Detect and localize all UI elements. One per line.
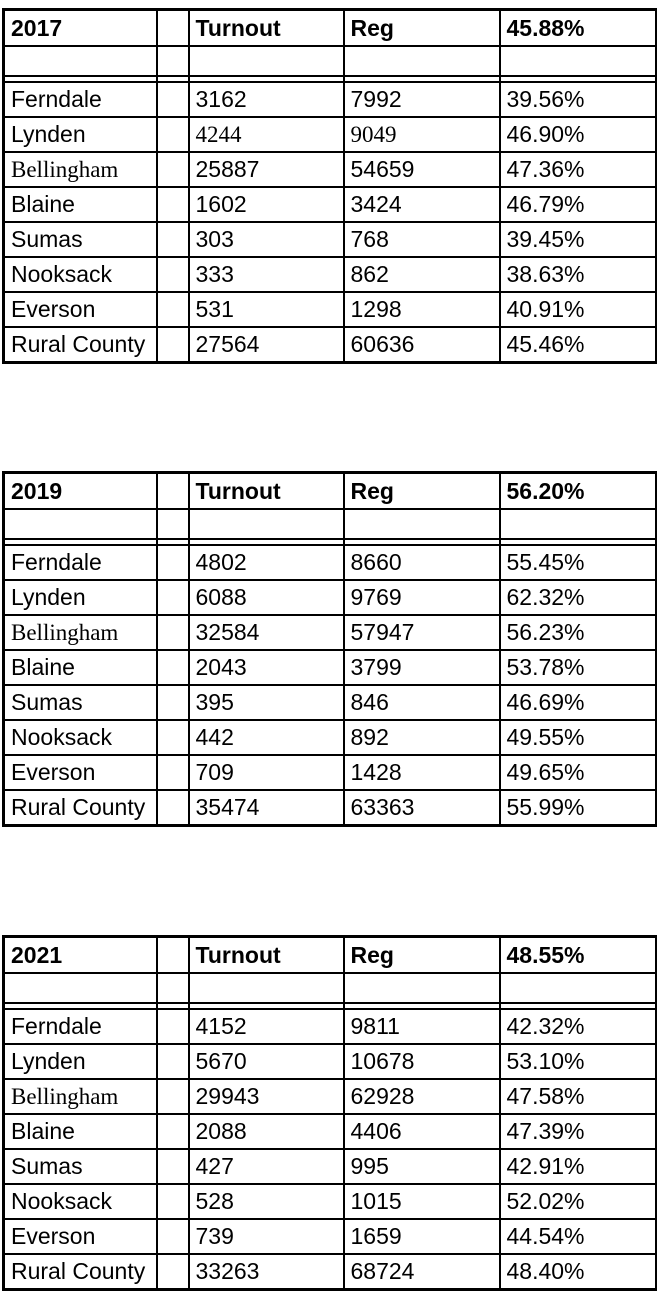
turnout-value-cell: 395	[189, 685, 344, 720]
overall-pct-cell: 56.20%	[500, 473, 657, 510]
table-row	[4, 790, 657, 826]
reg-value-cell: 892	[344, 720, 500, 755]
blank-cell	[157, 46, 189, 76]
reg-value-cell: 9811	[344, 1009, 500, 1044]
turnout-value-cell: 29943	[189, 1079, 344, 1114]
pct-value-cell: 46.69%	[500, 685, 657, 720]
spacer-column-cell	[157, 755, 189, 790]
pct-value-cell: 48.40%	[500, 1254, 657, 1290]
pct-value-cell: 47.39%	[500, 1114, 657, 1149]
city-name-cell: Everson	[4, 755, 157, 790]
table-row	[4, 685, 657, 720]
table-row	[4, 1219, 657, 1254]
reg-header: Reg	[344, 473, 500, 510]
turnout-value-cell: 427	[189, 1149, 344, 1184]
city-name-cell: Sumas	[4, 222, 157, 257]
blank-row	[4, 46, 657, 76]
pct-value-cell: 55.99%	[500, 790, 657, 826]
spacer-column-cell	[157, 1044, 189, 1079]
blank-cell	[344, 46, 500, 76]
turnout-value-cell: 333	[189, 257, 344, 292]
overall-pct-cell: 45.88%	[500, 10, 657, 47]
pct-value-cell: 53.10%	[500, 1044, 657, 1079]
spacer-column-cell	[157, 82, 189, 117]
pct-value-cell: 45.46%	[500, 327, 657, 363]
spacer-column-cell	[157, 1079, 189, 1114]
blank-cell	[189, 509, 344, 539]
reg-value-cell: 768	[344, 222, 500, 257]
spacer-column-cell	[157, 937, 189, 974]
table-row	[4, 1009, 657, 1044]
turnout-value-cell: 4152	[189, 1009, 344, 1044]
city-name-cell: Ferndale	[4, 545, 157, 580]
turnout-value-cell: 531	[189, 292, 344, 327]
city-name-cell: Bellingham	[4, 1079, 157, 1114]
city-name-cell: Lynden	[4, 580, 157, 615]
blank-cell	[4, 973, 157, 1003]
reg-value-cell: 8660	[344, 545, 500, 580]
blank-row	[4, 509, 657, 539]
pct-value-cell: 40.91%	[500, 292, 657, 327]
reg-value-cell: 1428	[344, 755, 500, 790]
reg-value-cell: 60636	[344, 327, 500, 363]
city-name-cell: Everson	[4, 1219, 157, 1254]
reg-value-cell: 9049	[344, 117, 500, 152]
spacer-column-cell	[157, 1254, 189, 1290]
pct-value-cell: 49.55%	[500, 720, 657, 755]
pct-value-cell: 46.90%	[500, 117, 657, 152]
turnout-value-cell: 35474	[189, 790, 344, 826]
pct-value-cell: 38.63%	[500, 257, 657, 292]
spacer-column-cell	[157, 187, 189, 222]
reg-value-cell: 4406	[344, 1114, 500, 1149]
table-row	[4, 152, 657, 187]
turnout-value-cell: 1602	[189, 187, 344, 222]
turnout-value-cell: 4244	[189, 117, 344, 152]
reg-value-cell: 7992	[344, 82, 500, 117]
blank-cell	[500, 46, 657, 76]
table-header-row	[4, 937, 657, 974]
city-name-cell: Blaine	[4, 187, 157, 222]
city-name-cell: Everson	[4, 292, 157, 327]
turnout-header: Turnout	[189, 937, 344, 974]
table-row	[4, 1184, 657, 1219]
spacer-column-cell	[157, 117, 189, 152]
table-row	[4, 755, 657, 790]
pct-value-cell: 46.79%	[500, 187, 657, 222]
spacer-column-cell	[157, 1219, 189, 1254]
table-row	[4, 1149, 657, 1184]
spacer-column-cell	[157, 292, 189, 327]
pct-value-cell: 53.78%	[500, 650, 657, 685]
spacer-column-cell	[157, 222, 189, 257]
turnout-value-cell: 739	[189, 1219, 344, 1254]
spacer-column-cell	[157, 720, 189, 755]
city-name-cell: Bellingham	[4, 152, 157, 187]
reg-header: Reg	[344, 937, 500, 974]
table-row	[4, 117, 657, 152]
pct-value-cell: 55.45%	[500, 545, 657, 580]
turnout-value-cell: 6088	[189, 580, 344, 615]
turnout-header: Turnout	[189, 10, 344, 47]
spacer-column-cell	[157, 327, 189, 363]
reg-value-cell: 3424	[344, 187, 500, 222]
reg-value-cell: 9769	[344, 580, 500, 615]
spacer-column-cell	[157, 473, 189, 510]
turnout-value-cell: 4802	[189, 545, 344, 580]
blank-cell	[500, 509, 657, 539]
blank-cell	[344, 973, 500, 1003]
spacer-column-cell	[157, 10, 189, 47]
reg-value-cell: 995	[344, 1149, 500, 1184]
table-header-row	[4, 473, 657, 510]
table-row	[4, 720, 657, 755]
reg-value-cell: 62928	[344, 1079, 500, 1114]
table-header-row	[4, 10, 657, 47]
table-row	[4, 1254, 657, 1290]
city-name-cell: Ferndale	[4, 82, 157, 117]
turnout-table-2019	[2, 471, 657, 827]
reg-value-cell: 1298	[344, 292, 500, 327]
city-name-cell: Nooksack	[4, 257, 157, 292]
table-row	[4, 222, 657, 257]
reg-value-cell: 1015	[344, 1184, 500, 1219]
city-name-cell: Nooksack	[4, 1184, 157, 1219]
blank-cell	[344, 509, 500, 539]
table-row	[4, 1079, 657, 1114]
year-cell: 2021	[4, 937, 157, 974]
blank-row	[4, 973, 657, 1003]
table-row	[4, 650, 657, 685]
city-name-cell: Lynden	[4, 1044, 157, 1079]
pct-value-cell: 47.58%	[500, 1079, 657, 1114]
spacer-column-cell	[157, 257, 189, 292]
spacer-column-cell	[157, 650, 189, 685]
spacer-column-cell	[157, 1184, 189, 1219]
spacer-column-cell	[157, 685, 189, 720]
turnout-value-cell: 27564	[189, 327, 344, 363]
turnout-value-cell: 33263	[189, 1254, 344, 1290]
turnout-value-cell: 709	[189, 755, 344, 790]
turnout-value-cell: 2043	[189, 650, 344, 685]
table-row	[4, 545, 657, 580]
pct-value-cell: 42.91%	[500, 1149, 657, 1184]
turnout-header: Turnout	[189, 473, 344, 510]
reg-value-cell: 3799	[344, 650, 500, 685]
blank-cell	[157, 973, 189, 1003]
blank-cell	[189, 973, 344, 1003]
year-cell: 2019	[4, 473, 157, 510]
table-row	[4, 292, 657, 327]
city-name-cell: Rural County	[4, 1254, 157, 1290]
table-row	[4, 82, 657, 117]
reg-value-cell: 68724	[344, 1254, 500, 1290]
spacer-column-cell	[157, 1009, 189, 1044]
reg-value-cell: 846	[344, 685, 500, 720]
table-row	[4, 615, 657, 650]
turnout-value-cell: 303	[189, 222, 344, 257]
reg-value-cell: 57947	[344, 615, 500, 650]
city-name-cell: Sumas	[4, 1149, 157, 1184]
turnout-value-cell: 3162	[189, 82, 344, 117]
blank-cell	[189, 46, 344, 76]
city-name-cell: Nooksack	[4, 720, 157, 755]
reg-value-cell: 63363	[344, 790, 500, 826]
blank-cell	[4, 46, 157, 76]
blank-cell	[157, 509, 189, 539]
year-cell: 2017	[4, 10, 157, 47]
pct-value-cell: 47.36%	[500, 152, 657, 187]
pct-value-cell: 49.65%	[500, 755, 657, 790]
pct-value-cell: 62.32%	[500, 580, 657, 615]
pct-value-cell: 39.56%	[500, 82, 657, 117]
city-name-cell: Ferndale	[4, 1009, 157, 1044]
table-row	[4, 257, 657, 292]
pct-value-cell: 52.02%	[500, 1184, 657, 1219]
blank-cell	[4, 509, 157, 539]
spacer-column-cell	[157, 580, 189, 615]
spacer-column-cell	[157, 545, 189, 580]
spacer-column-cell	[157, 790, 189, 826]
reg-value-cell: 10678	[344, 1044, 500, 1079]
city-name-cell: Sumas	[4, 685, 157, 720]
overall-pct-cell: 48.55%	[500, 937, 657, 974]
reg-header: Reg	[344, 10, 500, 47]
pct-value-cell: 39.45%	[500, 222, 657, 257]
blank-cell	[500, 973, 657, 1003]
spacer-column-cell	[157, 615, 189, 650]
spacer-column-cell	[157, 1149, 189, 1184]
city-name-cell: Rural County	[4, 790, 157, 826]
table-row	[4, 1114, 657, 1149]
city-name-cell: Bellingham	[4, 615, 157, 650]
turnout-table-2017	[2, 8, 657, 364]
turnout-table-2021	[2, 935, 657, 1291]
reg-value-cell: 54659	[344, 152, 500, 187]
turnout-value-cell: 5670	[189, 1044, 344, 1079]
turnout-value-cell: 32584	[189, 615, 344, 650]
reg-value-cell: 862	[344, 257, 500, 292]
city-name-cell: Lynden	[4, 117, 157, 152]
city-name-cell: Blaine	[4, 650, 157, 685]
table-row	[4, 580, 657, 615]
reg-value-cell: 1659	[344, 1219, 500, 1254]
pct-value-cell: 44.54%	[500, 1219, 657, 1254]
table-row	[4, 187, 657, 222]
pct-value-cell: 56.23%	[500, 615, 657, 650]
turnout-value-cell: 528	[189, 1184, 344, 1219]
city-name-cell: Blaine	[4, 1114, 157, 1149]
spacer-column-cell	[157, 1114, 189, 1149]
turnout-value-cell: 25887	[189, 152, 344, 187]
turnout-value-cell: 2088	[189, 1114, 344, 1149]
table-row	[4, 1044, 657, 1079]
city-name-cell: Rural County	[4, 327, 157, 363]
turnout-value-cell: 442	[189, 720, 344, 755]
spacer-column-cell	[157, 152, 189, 187]
table-row	[4, 327, 657, 363]
pct-value-cell: 42.32%	[500, 1009, 657, 1044]
